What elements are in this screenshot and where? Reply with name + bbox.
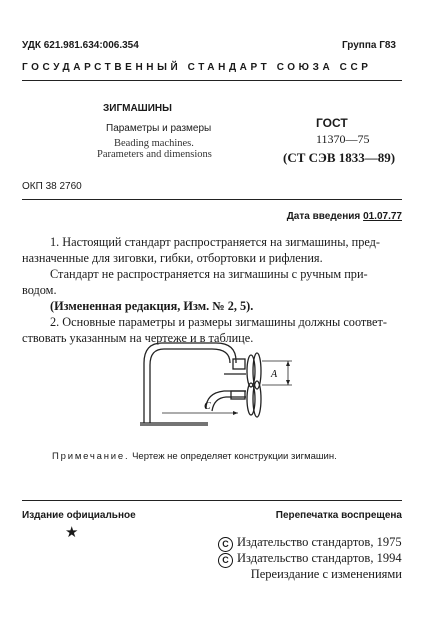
- upper-shaft-housing: [233, 359, 245, 369]
- copyright-1994: [218, 551, 402, 568]
- lower-roller-2: [253, 381, 261, 417]
- drawing-note: [52, 451, 337, 462]
- drawing-note-label: Примечание.: [52, 451, 130, 462]
- star-icon: ★: [65, 525, 79, 541]
- copyright-icon: C: [218, 537, 233, 552]
- intro-date-label: Дата введения: [286, 211, 361, 222]
- document-subtitle: Параметры и размеры: [106, 123, 212, 134]
- dimension-c-label: С: [204, 401, 211, 412]
- copyright-1975: [218, 535, 402, 552]
- sev-number: (СТ СЭВ 1833—89): [283, 150, 396, 165]
- drawing-note-text: Чертеж не определяет конструкции зигмашин.: [129, 451, 337, 462]
- machine-frame-inner: [150, 349, 230, 423]
- upper-roller-2: [253, 353, 261, 389]
- reissue-note: Переиздание с изменениями: [250, 567, 402, 581]
- gost-label: ГОСТ: [316, 116, 348, 130]
- paragraph-2-line1: Стандарт не распространяется на зигмашины с ручным при-: [50, 267, 368, 281]
- dimension-a-arrow-bottom: [286, 380, 290, 385]
- machine-frame-outline: [144, 343, 236, 423]
- paragraph-1-line2: назначенные для зиговки, гибки, отбортовки и рифления.: [22, 251, 323, 265]
- dimension-a-arrow-top: [286, 361, 290, 366]
- lower-arm: [206, 391, 246, 409]
- paragraph-3-line2: ствовать указанным на чертеже и в таблице.: [22, 331, 254, 345]
- copyright-icon: C: [218, 553, 233, 568]
- okp-code: ОКП 38 2760: [22, 181, 82, 192]
- group-code: Группа Г83: [341, 40, 396, 51]
- amendment-note: (Измененная редакция, Изм. № 2, 5).: [50, 299, 254, 313]
- paragraph-1-line1: 1. Настоящий стандарт распространяется на зигмашины, пред-: [50, 235, 380, 249]
- english-title-line2: Parameters and dimensions: [97, 149, 212, 160]
- reprint-prohibited-label: Перепечатка воспрещена: [275, 510, 402, 521]
- document-name: ЗИГМАШИНЫ: [103, 103, 172, 114]
- intro-date-value: 01.07.77: [363, 211, 402, 222]
- paragraph-1: [22, 234, 402, 266]
- english-title-line1: Beading machines.: [114, 138, 194, 149]
- gost-number: 11370—75: [316, 132, 370, 146]
- okp-divider: [22, 199, 402, 200]
- dimension-a-label: А: [271, 369, 278, 380]
- dimension-c-arrow: [233, 411, 238, 415]
- official-edition-label: Издание официальное: [22, 510, 136, 521]
- intro-date: [287, 211, 402, 222]
- copyright-1994-text: Издательство стандартов, 1994: [237, 551, 402, 565]
- standard-title: ГОСУДАРСТВЕННЫЙ СТАНДАРТ СОЮЗА ССР: [22, 62, 372, 73]
- beading-machine-drawing: [120, 333, 310, 433]
- footer-divider: [22, 500, 402, 501]
- udk-code: УДК 621.981.634:006.354: [22, 40, 139, 51]
- paragraph-2-line2: водом.: [22, 283, 57, 297]
- lower-shaft-housing: [231, 391, 245, 399]
- header-divider: [22, 80, 402, 81]
- paragraph-3-line1: 2. Основные параметры и размеры зигмашины должны соответ-: [50, 315, 387, 329]
- copyright-1975-text: Издательство стандартов, 1975: [237, 535, 402, 549]
